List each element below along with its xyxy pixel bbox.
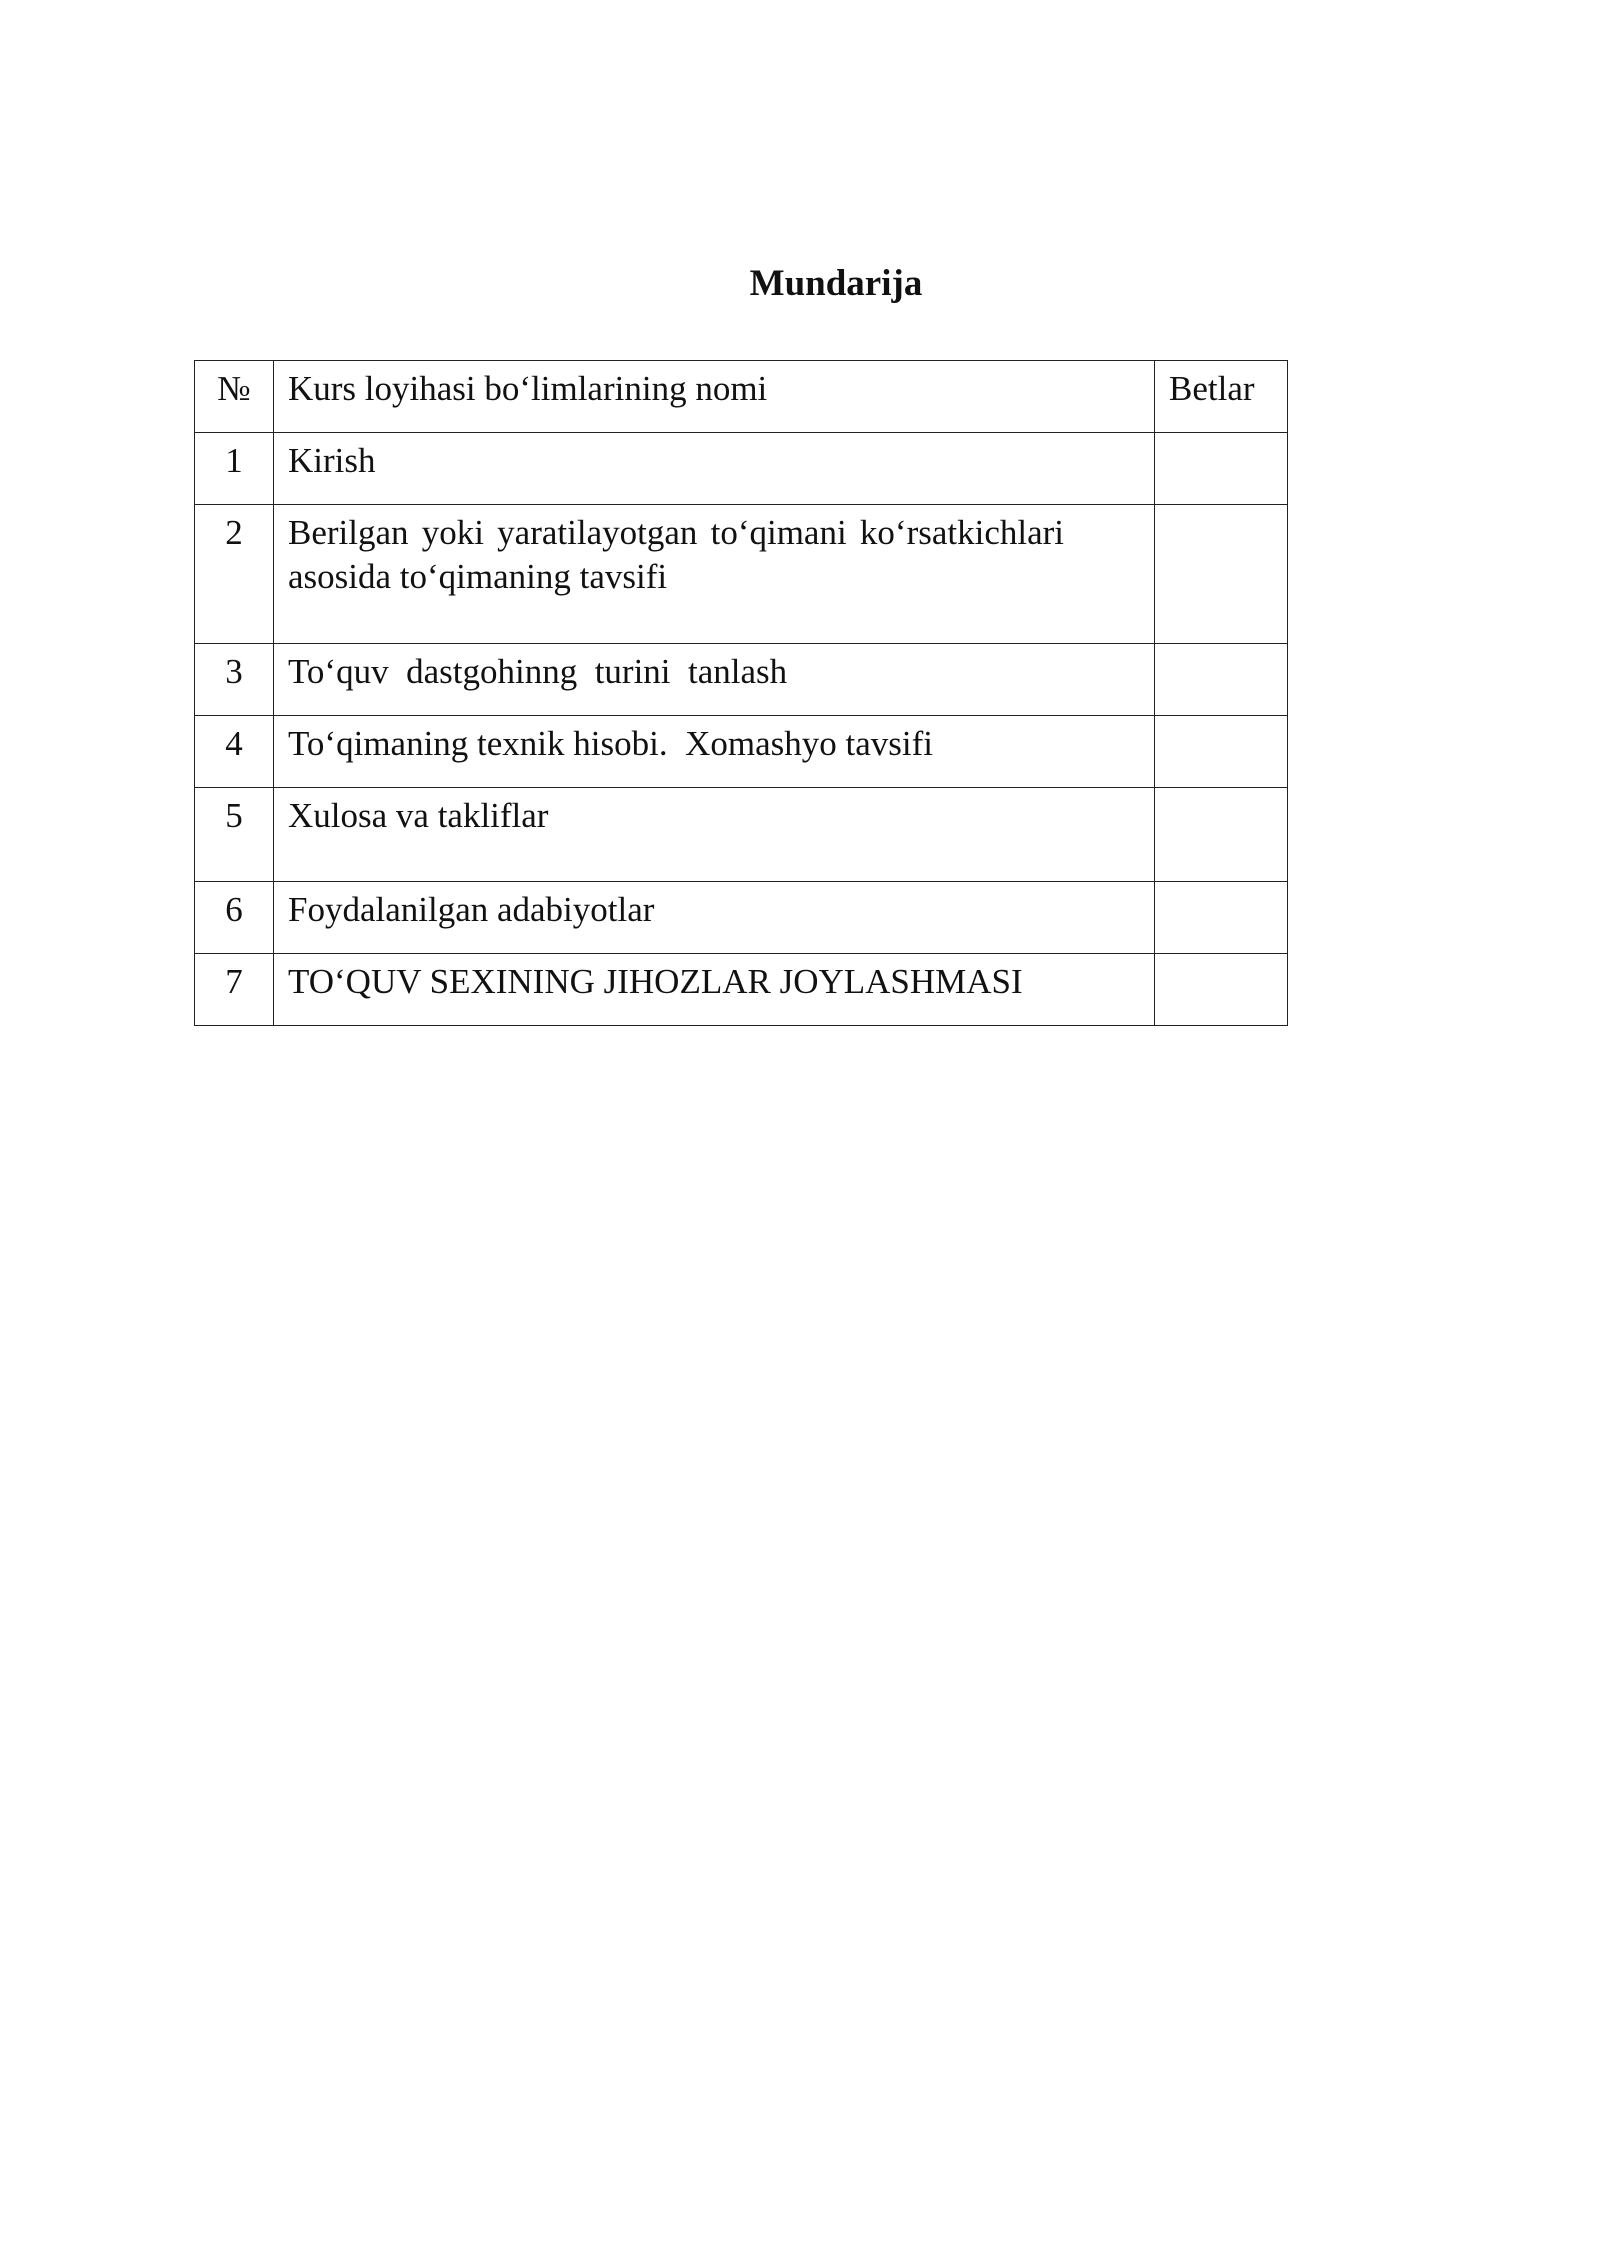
row-section-name: TO‘QUV SEXINING JIHOZLAR JOYLASHMASI (274, 954, 1155, 1026)
row-section-name: To‘quv dastgohinng turini tanlash (274, 644, 1155, 716)
row-section-name: Xulosa va takliflar (274, 788, 1155, 882)
row-pages (1155, 788, 1288, 882)
header-number: № (195, 361, 274, 433)
header-pages: Betlar (1155, 361, 1288, 433)
row-pages (1155, 505, 1288, 644)
row-pages (1155, 644, 1288, 716)
row-pages (1155, 433, 1288, 505)
table-header-row (195, 361, 1288, 433)
table-row (195, 882, 1288, 954)
table-row (195, 788, 1288, 882)
row-number: 5 (195, 788, 274, 882)
row-number: 2 (195, 505, 274, 644)
table-row (195, 433, 1288, 505)
table-row (195, 954, 1288, 1026)
table-row (195, 644, 1288, 716)
row-pages (1155, 954, 1288, 1026)
table-row (195, 716, 1288, 788)
row-number: 6 (195, 882, 274, 954)
row-pages (1155, 716, 1288, 788)
row-section-name: Kirish (274, 433, 1155, 505)
row-number: 3 (195, 644, 274, 716)
header-section-name: Kurs loyihasi bo‘limlarining nomi (274, 361, 1155, 433)
row-number: 4 (195, 716, 274, 788)
row-pages (1155, 882, 1288, 954)
row-section-name: Berilgan yoki yaratilayotgan to‘qimani ko‘rsatkichlari asosida to‘qimaning tavsifi (274, 505, 1155, 644)
row-section-name: Foydalanilgan adabiyotlar (274, 882, 1155, 954)
row-number: 7 (195, 954, 274, 1026)
page-title: Mundarija (749, 263, 923, 304)
table-row (195, 505, 1288, 644)
contents-table (194, 360, 1288, 1026)
row-section-name: To‘qimaning texnik hisobi. Xomashyo tavsifi (274, 716, 1155, 788)
row-number: 1 (195, 433, 274, 505)
